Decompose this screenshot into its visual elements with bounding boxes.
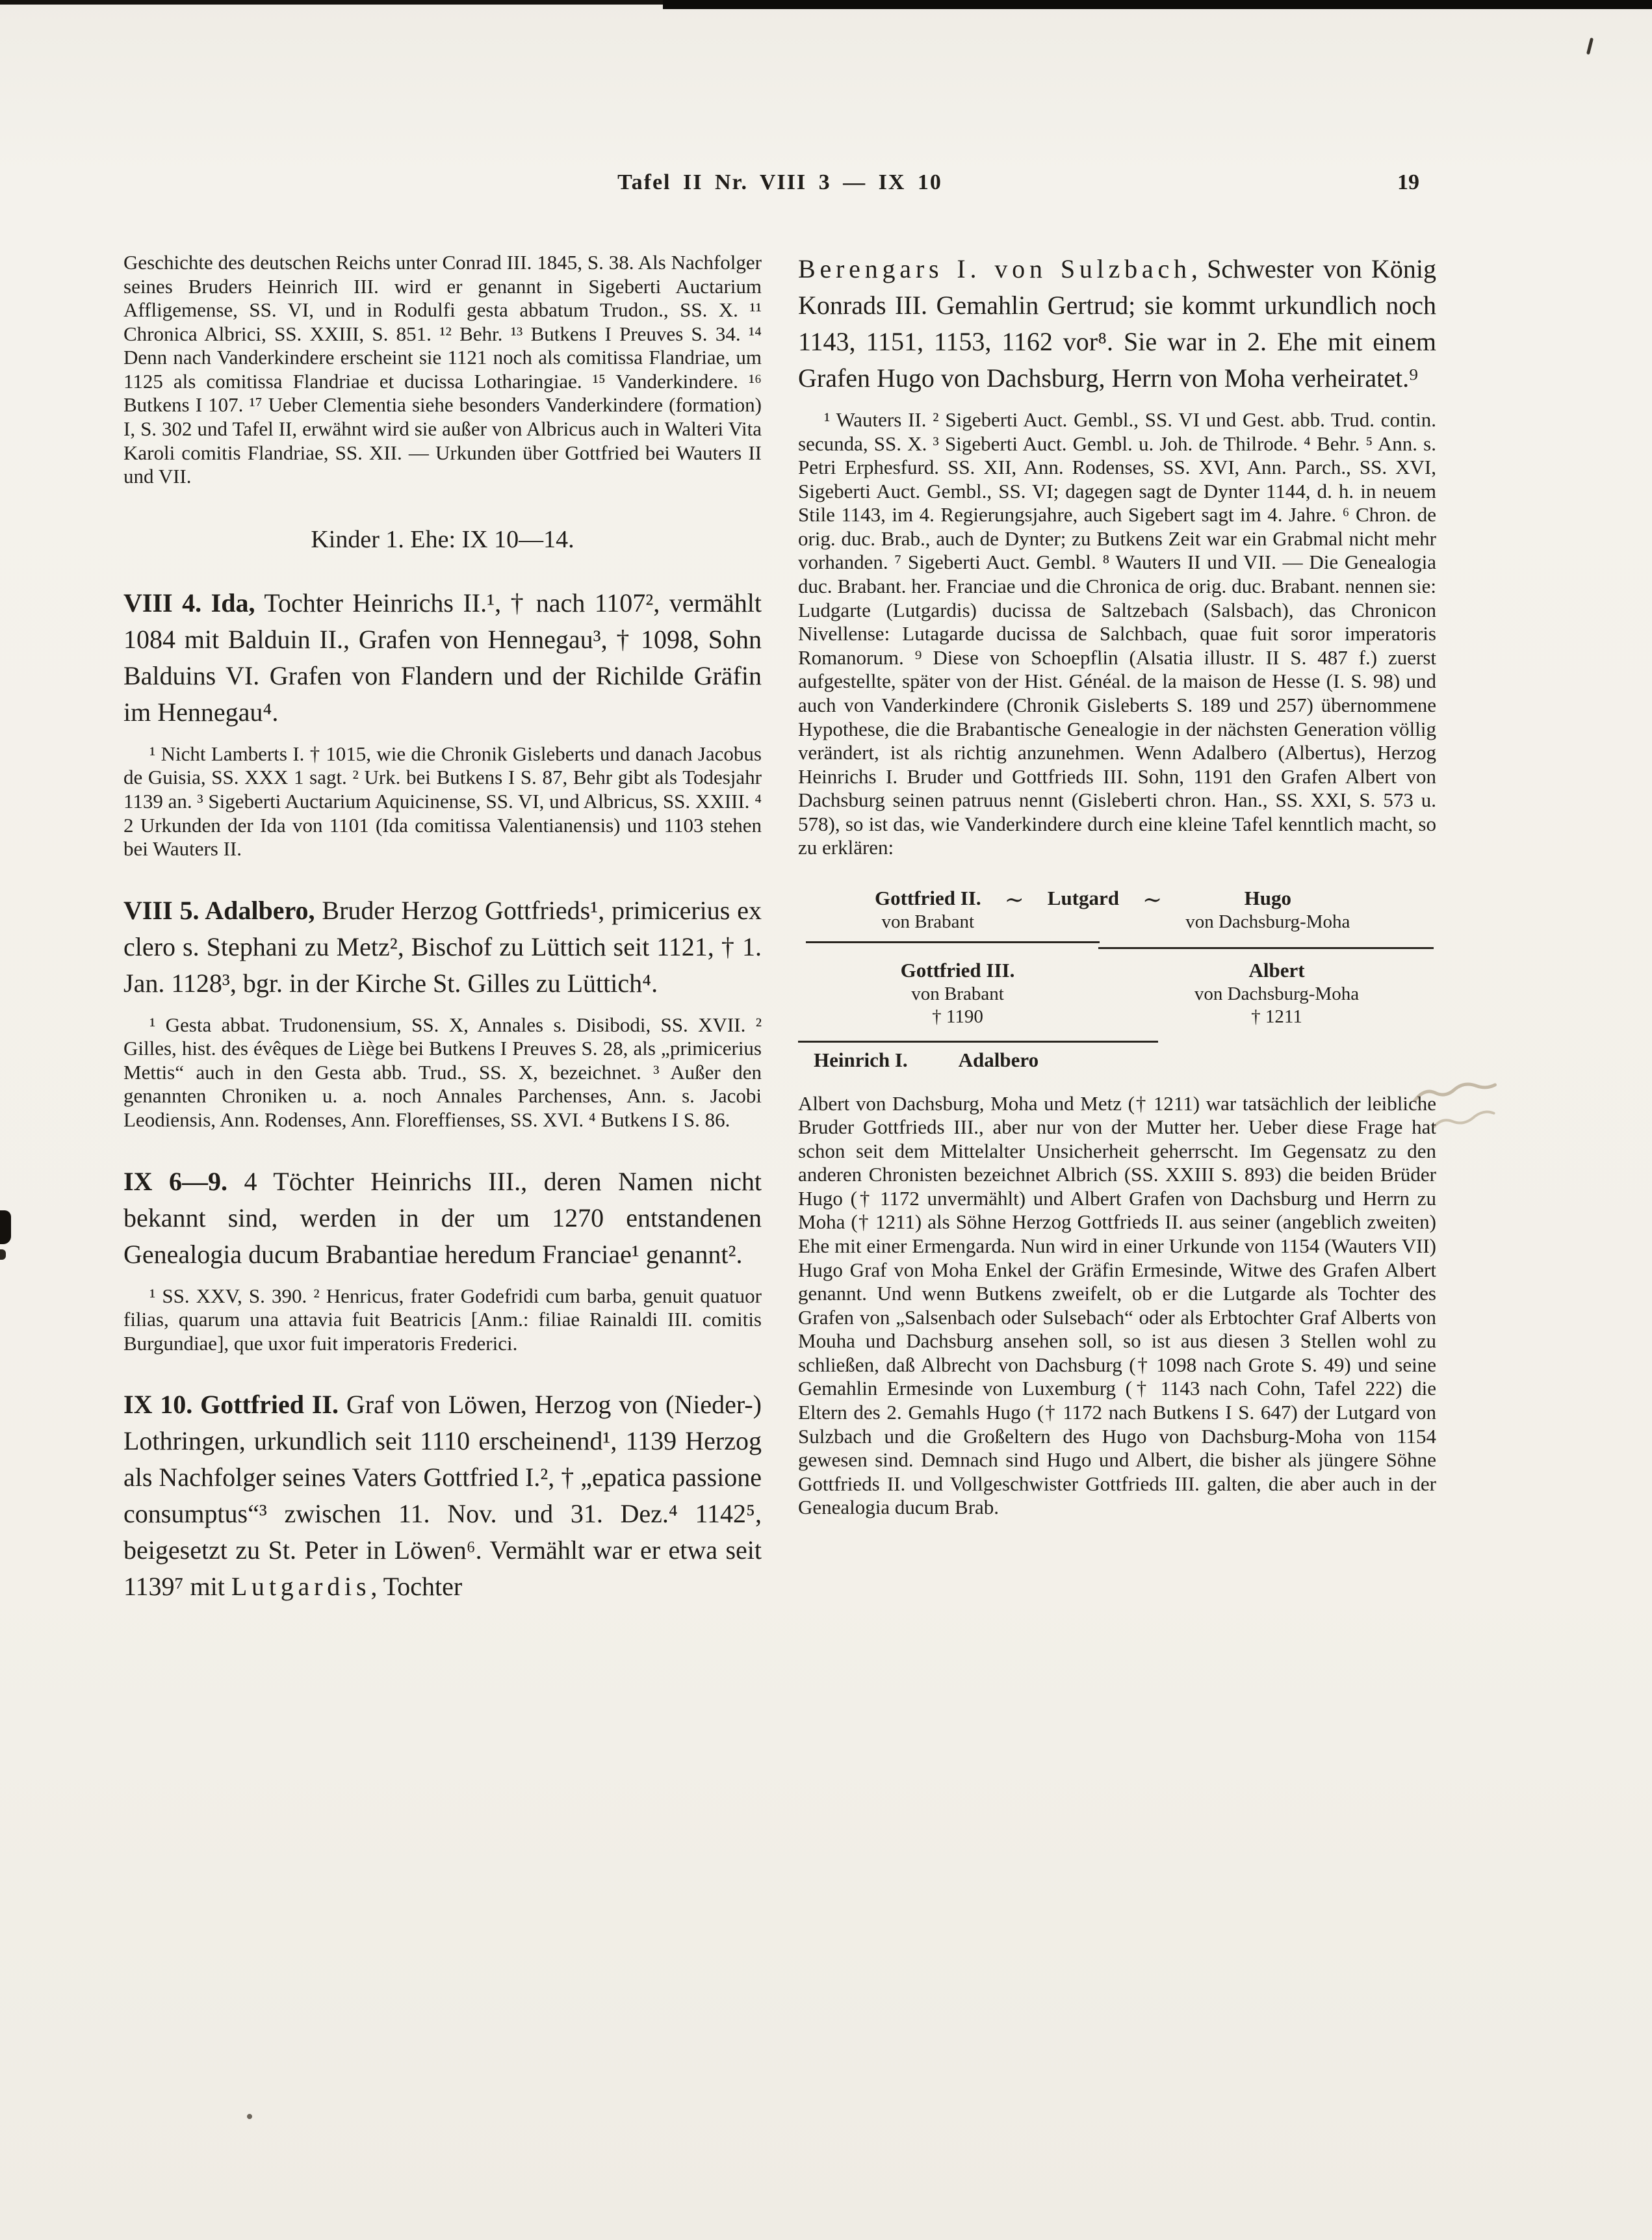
genealogy-sub-gottfried2: von Brabant xyxy=(881,911,975,932)
two-column-text xyxy=(123,251,1436,1605)
genealogy-name-hugo: Hugo xyxy=(1244,886,1291,909)
scan-ink-blob xyxy=(0,1210,11,1244)
right-column xyxy=(798,251,1436,1520)
entry-ix6-9-text: 4 Töchter Heinrichs III., deren Namen nicht bekannt sind, werden in der um 1270 entstandenen Genealogia ducum Brabantiae heredum Franciae¹ genannt². xyxy=(123,1166,762,1269)
entry-ix10-label: IX 10. Gottfried II. xyxy=(123,1390,339,1420)
genealogy-grandchildren-row xyxy=(798,1041,1158,1073)
entry-ix6-9 xyxy=(123,1164,762,1273)
genealogy-name-gottfried2: Gottfried II. xyxy=(875,886,981,909)
entry-viii5 xyxy=(123,892,762,1002)
genealogy-death-albert: † 1211 xyxy=(1251,1006,1302,1028)
discussion-paragraph: Albert von Dachsburg, Moha und Metz († 1211) war tatsächlich der leibliche Bruder Gottfrieds III., aber nur von der Mutter her. Ueber diese Frage hat schon seit dem Mittelalter Unsicherheit geherrscht. Im Gegensatz zu den anderen Chronisten bezeichnet Albrich (SS. XXIII S. 893) die beiden Brüder Hugo († 1172 unvermählt) und Albert Grafen von Dachsburg und Herrn zu Moha († 1211) als Söhne Herzog Gottfrieds II. aus seiner (angeblich zweiten) Ehe mit einer Ermengarda. Nun wird in einer Urkunde von 1154 (Wauters VII) Hugo Graf von Moha Enkel der Gräfin Ermesinde, Witwe des Grafen Albert genannt. Und wenn Butkens zweifelt, ob er die Lutgarde als Tochter des Grafen von „Salsenbach oder Sulsebach“ oder als Erbtochter Graf Alberts von Mouha und Dachsburg ansehen soll, so ist aus diesen 3 Stellen wohl zu schließen, daß Albrecht von Dachsburg († 1098 nach Grote S. 49) und seine Gemahlin Ermesinde von Luxemburg († 1143 nach Cohn, Tafel 222) die Eltern des 2. Gemahls Hugo († 1172 nach Butkens I S. 647) der Lutgard von Sulzbach und die Großeltern des Hugo von Dachsburg-Moha von 1154 gewesen sind. Demnach sind Hugo und Albert, die bisher als jüngere Söhne Gottfrieds II. und Vollgeschwister Gottfrieds III. galten, die aber auch in der Genealogia ducum Brab. xyxy=(798,1091,1436,1519)
genealogy-parent-gottfried2 xyxy=(875,886,981,933)
kinder-heading: Kinder 1. Ehe: IX 10—14. xyxy=(311,525,574,553)
page-content xyxy=(123,170,1436,1605)
genealogy-sub-albert: von Dachsburg-Moha xyxy=(1194,983,1360,1004)
scan-speck xyxy=(247,2114,252,2119)
genealogy-parent-hugo xyxy=(1185,886,1350,933)
entry-viii5-label: VIII 5. Adalbero, xyxy=(123,895,315,925)
page-number: 19 xyxy=(1397,170,1419,194)
entry-viii4-footnotes: ¹ Nicht Lamberts I. † 1015, wie die Chronik Gisleberts und danach Jacobus de Guisia, SS. XXX 1 sagt. ² Urk. bei Butkens I S. 87, Behr gibt als Todesjahr 1139 an. ³ Sigeberti Auctarium Aquicinense, SS. VI, und Albricus, SS. XXIII. ⁴ 2 Urkunden der Ida von 1101 (Ida comitissa Valentianensis) und 1103 stehen bei Wauters II. xyxy=(123,742,762,861)
genealogy-name-lutgard: Lutgard xyxy=(1047,886,1120,909)
entry-viii4-text: Tochter Heinrichs II.¹, † nach 1107², vermählt 1084 mit Balduin II., Grafen von Hennegau³, † 1098, Sohn Balduins VI. Grafen von Flandern und der Richilde Gräfin im Hennegau⁴. xyxy=(123,588,762,727)
genealogy-sub-hugo: von Dachsburg-Moha xyxy=(1185,911,1350,932)
right-column-footnotes: ¹ Wauters II. ² Sigeberti Auct. Gembl., SS. VI und Gest. abb. Trud. contin. secunda, SS. X. ³ Sigeberti Auct. Gembl. u. Joh. de Thilrode. ⁴ Behr. ⁵ Ann. s. Petri Erphesfurd. SS. XII, Ann. Rodenses, SS. XVI, Ann. Parch., SS. XVI, Sigeberti Auct. Gembl., SS. VI; dagegen sagt de Dynter 1144, d. h. in neuem Stile 1143, im 4. Regierungsjahre, auch Sigebert sagt im 4. Jahre. ⁶ Chron. de orig. duc. Brab., auch de Dynter; zu Butkens Zeit war ein Grabmal nicht mehr vorhanden. ⁷ Sigeberti Auct. Gembl. ⁸ Wauters II und VII. — Die Genealogia duc. Brabant. her. Franciae und die Chronica de orig. duc. Brabant. nennen sie: Ludgarte (Lutgardis) ducissa de Saltzebach (Salsbach), das Chronicon Nivellense: Lutagarde ducissa de Salchbach, quae fuit soror imperatoris Romanorum. ⁹ Diese von Schoepflin (Alsatia illustr. II S. 487 f.) zuerst aufgestellte, später von der Hist. Généal. de la maison de Hesse (I. S. 98) und auch von Vanderkindere (Chronik Gisleberts S. 189 und 257) übernommene Hypothese, die die Brabantische Genealogie in der nächsten Generation völlig verändert, ist als richtig anzunehmen. Wenn Adalbero (Albertus), Herzog Heinrichs I. Bruder und Gottfrieds III. Sohn, 1191 den Grafen Albert von Dachsburg seinen patruus nennt (Gisleberti chron. Han., SS. XXI, S. 573 u. 578), so ist das, wie Vanderkindere durch eine kleine Tafel kenntlich macht, so zu erklären: xyxy=(798,408,1436,859)
descent-line-right xyxy=(1098,947,1434,949)
footnote-continuation: Geschichte des deutschen Reichs unter Conrad III. 1845, S. 38. Als Nachfolger seines Bruders Heinrich III. wird er genannt in Sigeberti Auctarium Affligemense, SS. VI, und in Rodulfi gesta abbatum Trudon., SS. X. ¹¹ Chronica Albrici, SS. XXIII, S. 851. ¹² Behr. ¹³ Butkens I Preuves S. 34. ¹⁴ Denn nach Vanderkindere erscheint sie 1121 noch als comitissa Flandriae, um 1125 als comitissa Flandriae et ducissa Lotharingiae. ¹⁵ Vanderkindere. ¹⁶ Butkens I 107. ¹⁷ Ueber Clementia siehe besonders Vanderkindere (formation) I, S. 302 und Tafel II, erwähnt wird sie außer von Albricus auch in Walteri Vita Karoli comitis Flandriae, SS. XII. — Urkunden über Gottfried bei Wauters II und VII. xyxy=(123,251,762,488)
genealogy-name-heinrich1: Heinrich I. xyxy=(814,1048,908,1071)
entry-ix10-text-b: , Tochter xyxy=(370,1572,463,1602)
genealogy-parent-lutgard xyxy=(1048,886,1119,911)
entry-ix10 xyxy=(123,1387,762,1605)
marriage-tilde-icon: ∼ xyxy=(1004,886,1024,913)
entry-ix6-9-label: IX 6—9. xyxy=(123,1166,227,1196)
genealogy-name-gottfried3: Gottfried III. xyxy=(900,959,1015,982)
left-column xyxy=(123,251,762,1605)
scan-top-edge-artifact-thick xyxy=(663,0,1652,9)
scan-tick-mark xyxy=(1586,38,1594,55)
entry-viii4 xyxy=(123,585,762,731)
running-title: Tafel II Nr. VIII 3 — IX 10 xyxy=(617,170,942,194)
genealogy-parents-row xyxy=(875,886,1436,933)
genealogy-death-gottfried3: † 1190 xyxy=(932,1006,983,1028)
genealogy-child-albert xyxy=(1117,958,1436,1029)
genealogy-name-adalbero: Adalbero xyxy=(958,1048,1039,1071)
genealogy-name-albert: Albert xyxy=(1248,959,1305,982)
genealogy-table xyxy=(798,886,1436,1073)
marriage-tilde-icon: ∼ xyxy=(1142,886,1163,913)
entry-ix10-text-a: Graf von Löwen, Herzog von (Nieder-) Lothringen, urkundlich seit 1110 erscheinend¹, 1139 Herzog als Nachfolger seines Vaters Gottfried I.², † „epatica passione consumptus“³ zwischen 11. Nov. und 31. Dez.⁴ 1142⁵, beigesetzt zu St. Peter in Löwen⁶. Vermählt war er etwa seit 1139⁷ mit xyxy=(123,1390,762,1602)
descent-line-left xyxy=(806,941,1100,943)
scan-ink-blob-small xyxy=(0,1249,6,1260)
entry-ix6-9-footnotes: ¹ SS. XXV, S. 390. ² Henricus, frater Godefridi cum barba, genuit quatuor filias, quarum una attavia fuit Beatricis [Anm.: filiae Rainaldi III. comitis Burgundiae], que uxor fuit imperatoris Frederici. xyxy=(123,1284,762,1355)
entry-viii4-label: VIII 4. Ida, xyxy=(123,588,255,618)
page-header xyxy=(123,170,1436,204)
genealogy-children-row xyxy=(798,958,1436,1029)
entry-ix10-name-lutgardis: Lutgardis xyxy=(231,1572,371,1602)
entry-ix10-name-berengar: Berengars I. von Sulzbach xyxy=(798,254,1191,283)
entry-ix10-continuation xyxy=(798,251,1436,397)
genealogy-sub-gottfried3: von Brabant xyxy=(911,983,1004,1004)
genealogy-child-gottfried3 xyxy=(798,958,1117,1029)
entry-ix10-continuation-text: , Schwester von König Konrads III. Gemahlin Gertrud; sie kommt urkundlich noch 1143, 1151, 1153, 1162 vor⁸. Sie war in 2. Ehe mit einem Grafen Hugo von Dachsburg, Herrn von Moha verheiratet.⁹ xyxy=(798,254,1436,393)
descent-lines xyxy=(798,941,1436,953)
entry-viii5-footnotes: ¹ Gesta abbat. Trudonensium, SS. X, Annales s. Disibodi, SS. XVII. ² Gilles, hist. des évêques de Liège bei Butkens I Preuves S. 28, als „primicerius Mettis“ auch in den Gesta abb. Trud., SS. X, bezeichnet. ³ Außer den genannten Chroniken u. a. noch Annales Parchenses, Ann. s. Jacobi Leodiensis, Ann. Rodenses, Ann. Floreffienses, SS. XVI. ⁴ Butkens I S. 86. xyxy=(123,1013,762,1131)
entry-viii5-text: Bruder Herzog Gottfrieds¹, primicerius ex clero s. Stephani zu Metz², Bischof zu Lüttich seit 1121, † 1. Jan. 1128³, bgr. in der Kirche St. Gilles zu Lüttich⁴. xyxy=(123,895,762,998)
